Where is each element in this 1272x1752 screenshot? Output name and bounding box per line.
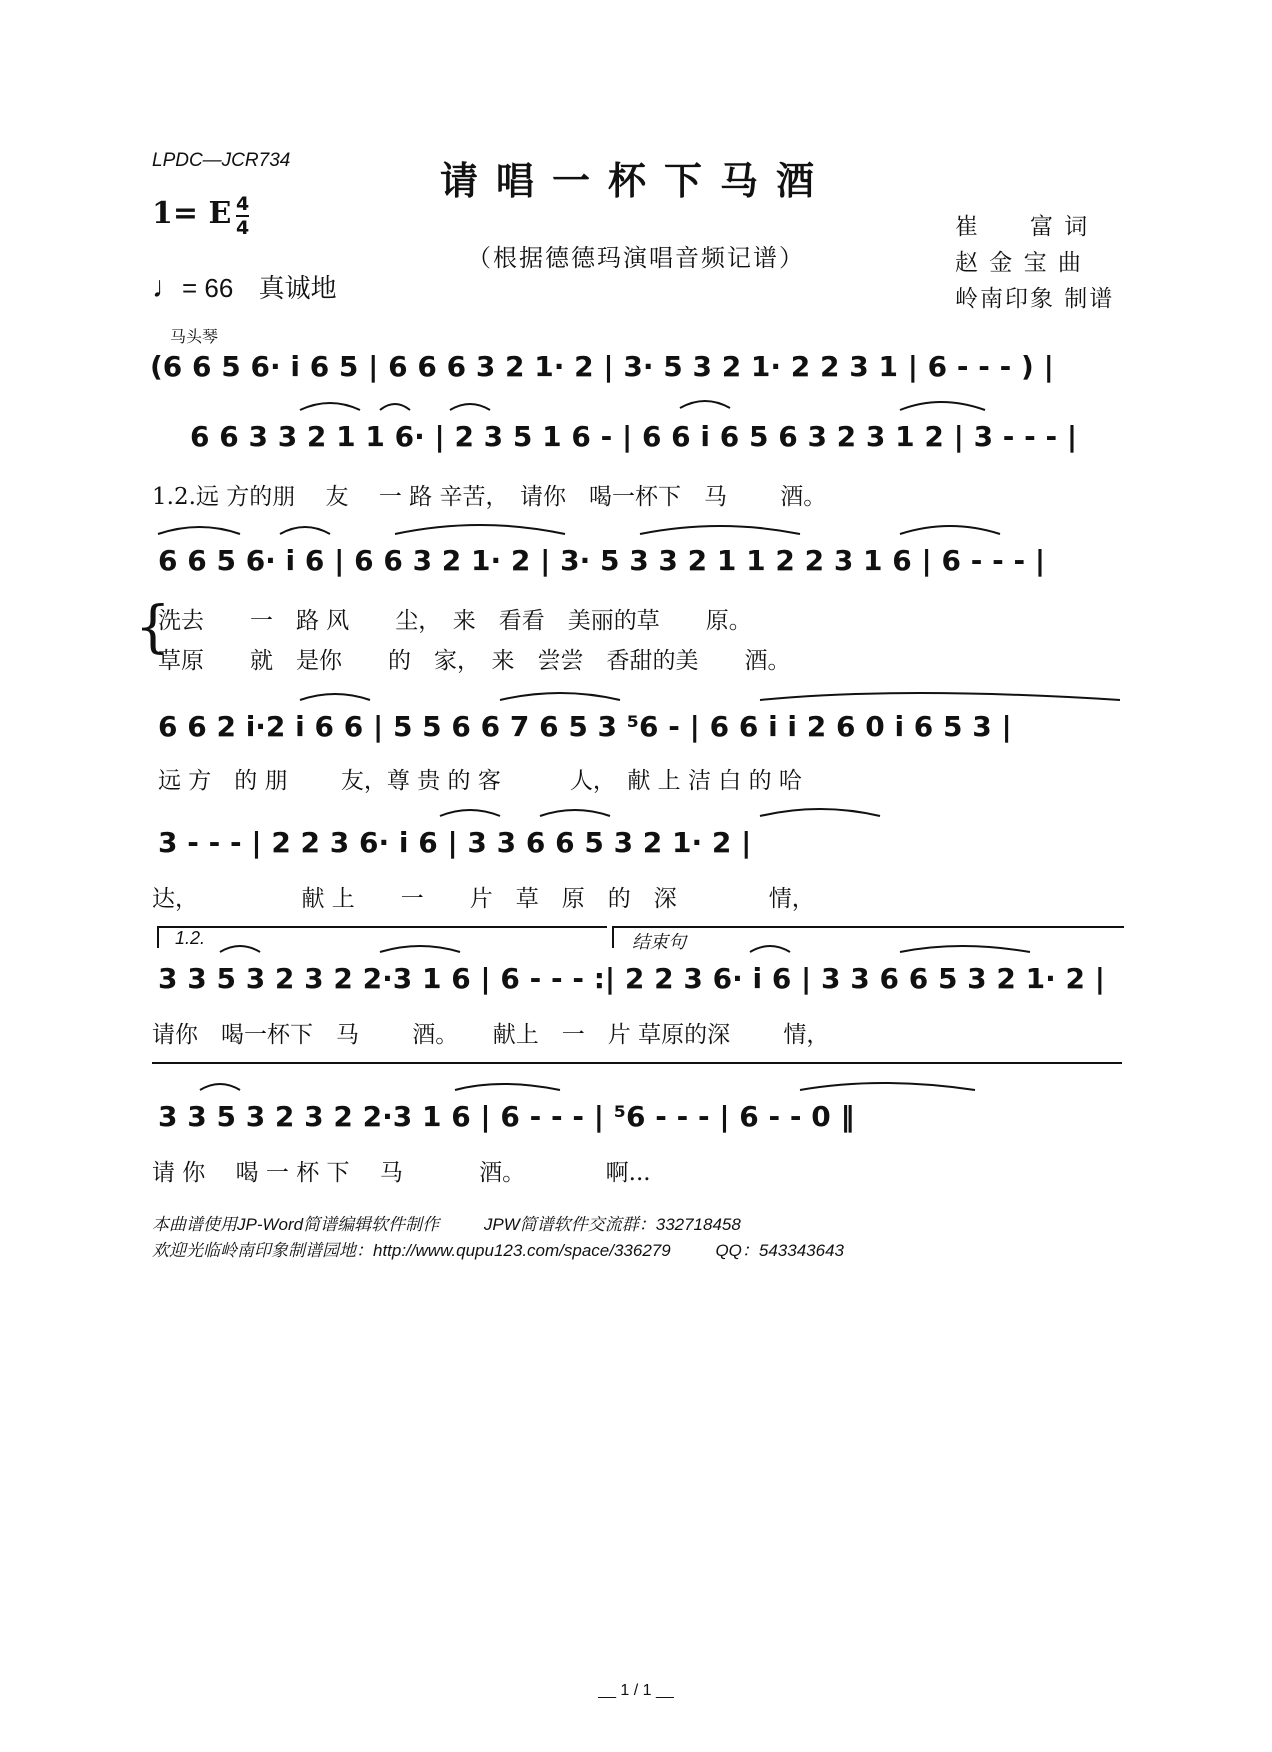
slur: [300, 403, 360, 410]
slur: [380, 946, 460, 952]
credit-composer: 赵 金 宝 曲: [955, 250, 1083, 276]
notation-row-7: 3 3 5 3 2 3 2 2·3 1 6 | 6 - - - | ⁵6 - - - | 6 - - 0 ‖: [158, 1100, 855, 1133]
credit-lyricist: 崔 富 词: [955, 214, 1090, 240]
lyric-row-3-verse-1: 洗去 一 路 风 尘， 来 看看 美丽的草 原。: [158, 608, 752, 634]
verse-brace-left: {: [135, 595, 171, 660]
slur: [200, 1084, 240, 1090]
notation-row-3: 6 6 5 6· i 6 | 6 6 3 2 1· 2 | 3· 5 3 3 2 1 1 2 2 3 1 6 | 6 - - - |: [158, 544, 1046, 577]
slur: [800, 1083, 975, 1090]
lyric-row-2: 1.2.远 方的朋 友 一 路 辛苦， 请你 喝一杯下 马 酒。: [152, 484, 827, 510]
slur: [900, 526, 1000, 534]
slur: [540, 810, 610, 816]
footer-line-2: [152, 1236, 844, 1261]
slur: [760, 809, 880, 816]
notation-row-4: 6 6 2 i·2 i 6 6 | 5 5 6 6 7 6 5 3 ⁵6 - | 6 6 i i 2 6 0 i 6 5 3 |: [158, 710, 1012, 743]
tempo-value: = 66: [182, 273, 234, 303]
slur: [440, 810, 500, 816]
volta-1-label: 1.2.: [175, 928, 206, 948]
lyric-row-7: 请 你 喝 一 杯 下 马 酒。 啊...: [152, 1160, 651, 1186]
notation-row-2: 6 6 3 3 2 1 1 6· | 2 3 5 1 6 - | 6 6 i 6 5 6 3 2 3 1 2 | 3 - - - |: [190, 420, 1078, 453]
lyric-row-5: 达， 献 上 一 片 草 原 的 深 情，: [152, 886, 815, 912]
slur: [900, 946, 1030, 952]
slur: [680, 401, 730, 408]
lyric-row-4: 远 方 的 朋 友，尊 贵 的 客 人， 献 上 洁 白 的 哈: [158, 768, 802, 794]
expression-mark: 真诚地: [258, 273, 337, 303]
slur: [900, 402, 985, 410]
notation-row-5: 3 - - - | 2 2 3 6· i 6 | 3 3 6 6 5 3 2 1· 2 |: [158, 826, 752, 859]
slur: [380, 404, 410, 410]
page-number: __ 1 / 1 __: [598, 1682, 674, 1699]
slur: [280, 527, 330, 534]
score-code: LPDC—JCR734: [152, 150, 291, 171]
footer-line-1: [152, 1210, 741, 1235]
meter-bottom: 4: [236, 217, 250, 239]
credit-transcriber: 岭南印象 制谱: [955, 286, 1115, 312]
slur: [450, 404, 490, 410]
lyric-row-3-verse-2: 草原 就 是你 的 家， 来 尝尝 香甜的美 酒。: [158, 648, 791, 674]
quarter-note-icon: ♩: [152, 271, 182, 304]
slur: [500, 693, 620, 700]
slur: [395, 525, 565, 534]
meter-top: 4: [236, 193, 250, 215]
footer-website: 欢迎光临岭南印象制谱园地：http://www.qupu123.com/space/336279: [152, 1241, 671, 1260]
slur: [300, 694, 370, 700]
subtitle: （根据德德玛演唱音频记谱）: [467, 244, 805, 272]
notation-row-1: (6 6 5 6· i 6 5 | 6 6 6 3 2 1· 2 | 3· 5 3 2 1· 2 2 3 1 | 6 - - - ) |: [150, 350, 1054, 383]
footer-qq: QQ：543343643: [715, 1241, 844, 1260]
key-signature: 1= E: [152, 196, 232, 231]
slur: [760, 693, 1120, 700]
footer-software: 本曲谱使用JP-Word简谱编辑软件制作: [152, 1215, 440, 1234]
slur: [750, 946, 790, 952]
footer-group: JPW简谱软件交流群：332718458: [483, 1215, 741, 1234]
slur: [455, 1084, 560, 1090]
instrument-label: 马头琴: [170, 327, 219, 346]
slur: [158, 527, 240, 534]
volta-2-label: 结束句: [632, 932, 686, 952]
notation-row-6: 3 3 5 3 2 3 2 2·3 1 6 | 6 - - - :| 2 2 3 6· i 6 | 3 3 6 6 5 3 2 1· 2 |: [158, 962, 1105, 995]
slur: [220, 946, 260, 952]
slur: [640, 526, 800, 534]
page-title: 请唱一杯下马酒: [439, 158, 832, 203]
lyric-row-6: 请你 喝一杯下 马 酒。 献上 一 片 草原的深 情，: [152, 1022, 830, 1048]
